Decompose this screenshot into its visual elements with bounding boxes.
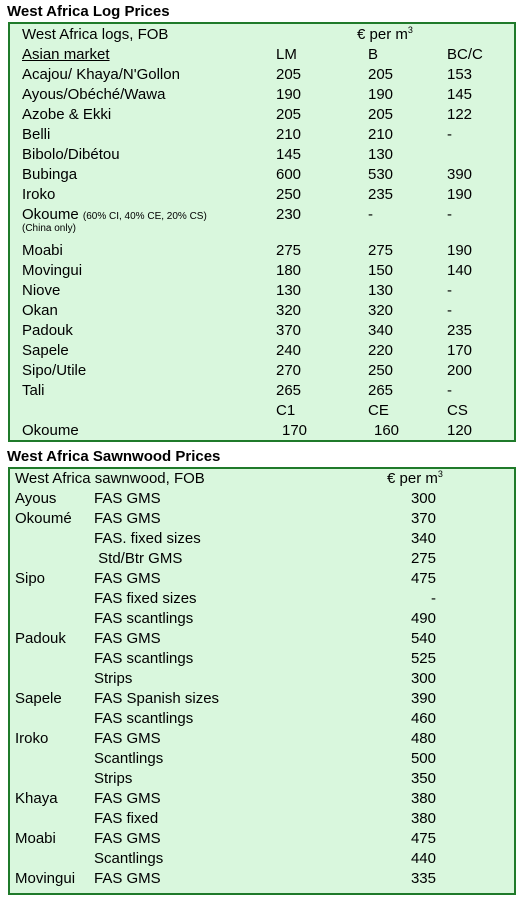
price-bc: 170 (447, 342, 473, 359)
sawn-grade: FAS scantlings (94, 650, 194, 667)
price-bc: - (447, 126, 452, 143)
log-row (10, 85, 514, 105)
price-bc: - (447, 302, 452, 319)
log-row (10, 125, 514, 145)
sawn-row (10, 869, 514, 889)
species-name: Sapele (22, 342, 69, 359)
species-name: Niove (22, 282, 61, 299)
log-row (10, 341, 514, 361)
species-name: Acajou/ Khaya/N'Gollon (22, 66, 180, 83)
price-b: 210 (368, 126, 394, 143)
sawn-price: 475 (410, 570, 436, 587)
sawn-price: 300 (410, 670, 436, 687)
price-lm: 145 (276, 146, 302, 163)
species-name: Tali (22, 382, 45, 399)
sawn-row (10, 649, 514, 669)
sawn-grade: FAS scantlings (94, 710, 194, 727)
grade-label-cs: CS (447, 402, 468, 419)
sawn-price: - (431, 590, 436, 607)
sawn-species: Sapele (15, 690, 62, 707)
price-b: 205 (368, 106, 394, 123)
sawn-price: 500 (410, 750, 436, 767)
asian-market-label: Asian market (22, 46, 110, 63)
log-row (10, 105, 514, 125)
sawn-row (10, 589, 514, 609)
species-name: Sipo/Utile (22, 362, 87, 379)
sawn-row (10, 509, 514, 529)
sawn-price: 490 (410, 610, 436, 627)
species-name: Belli (22, 126, 51, 143)
sawn-row (10, 529, 514, 549)
log-unit-label: € per $m^3$ (357, 25, 413, 43)
price-lm: 370 (276, 322, 302, 339)
sawn-row (10, 629, 514, 649)
log-row (10, 185, 514, 205)
sawn-price: 380 (410, 810, 436, 827)
price-bc: 190 (447, 242, 473, 259)
price-bc: 200 (447, 362, 473, 379)
sawn-price: 275 (410, 550, 436, 567)
okoume-grade-name: Okoume (22, 422, 79, 439)
price-lm: 205 (276, 66, 302, 83)
sawn-row (10, 769, 514, 789)
price-lm: 205 (276, 106, 302, 123)
sawn-price: 440 (410, 850, 436, 867)
sawn-price: 350 (410, 770, 436, 787)
log-row (10, 261, 514, 281)
species-name: Bibolo/Dibétou (22, 146, 120, 163)
sawn-price: 475 (410, 830, 436, 847)
sawn-species: Ayous (15, 490, 57, 507)
col-label-lm: LM (276, 46, 297, 63)
price-b: 265 (368, 382, 394, 399)
price-b: 340 (368, 322, 394, 339)
sawn-grade: FAS. fixed sizes (94, 530, 201, 547)
sawn-row (10, 809, 514, 829)
sawn-grade: FAS GMS (94, 630, 161, 647)
sawn-row (10, 709, 514, 729)
log-row (10, 165, 514, 185)
species-name: Azobe & Ekki (22, 106, 112, 123)
price-lm: 190 (276, 86, 302, 103)
sawn-grade: Strips (94, 670, 133, 687)
sawn-grade: FAS Spanish sizes (94, 690, 220, 707)
sawn-grade: FAS GMS (94, 830, 161, 847)
sawnwood-price-table (8, 467, 516, 895)
price-lm: 130 (276, 282, 302, 299)
log-header-row (10, 25, 514, 45)
species-name: Okan (22, 302, 58, 319)
log-row (10, 65, 514, 85)
sawn-grade: FAS GMS (94, 870, 161, 887)
sawn-species: Okoumé (15, 510, 72, 527)
okoume-lm: 230 (276, 206, 302, 223)
price-lm: 210 (276, 126, 302, 143)
price-lm: 270 (276, 362, 302, 379)
log-subheader-row (10, 45, 514, 65)
sawn-grade: Std/Btr GMS (94, 550, 183, 567)
sawn-row (10, 569, 514, 589)
price-bc: 235 (447, 322, 473, 339)
sawn-row (10, 829, 514, 849)
price-lm: 600 (276, 166, 302, 183)
species-name: Ayous/Obéché/Wawa (22, 86, 166, 103)
sawn-row (10, 669, 514, 689)
okoume-bc: - (447, 206, 452, 223)
sawn-grade: FAS fixed sizes (94, 590, 197, 607)
okoume-grade-row (10, 421, 514, 441)
sawn-grade: Scantlings (94, 850, 164, 867)
log-section-title: West Africa Log Prices (7, 3, 170, 20)
sawn-row (10, 689, 514, 709)
species-name: Iroko (22, 186, 56, 203)
price-lm: 265 (276, 382, 302, 399)
price-bc: 390 (447, 166, 473, 183)
grade-label-ce: CE (368, 402, 389, 419)
sawn-species: Sipo (15, 570, 46, 587)
sawn-grade: Scantlings (94, 750, 164, 767)
price-b: 190 (368, 86, 394, 103)
price-lm: 320 (276, 302, 302, 319)
log-header-label: West Africa logs, FOB (22, 26, 169, 43)
sawn-price: 370 (410, 510, 436, 527)
sawn-header-row (10, 469, 514, 489)
price-b: 250 (368, 362, 394, 379)
price-b: 220 (368, 342, 394, 359)
price-b: 275 (368, 242, 394, 259)
sawn-species: Iroko (15, 730, 49, 747)
okoume-ce: 160 (374, 422, 400, 439)
sawn-row (10, 729, 514, 749)
price-b: 130 (368, 282, 394, 299)
price-bc: 153 (447, 66, 473, 83)
species-name: Moabi (22, 242, 63, 259)
sawn-price: 380 (410, 790, 436, 807)
sawn-species: Moabi (15, 830, 56, 847)
log-row (10, 241, 514, 261)
log-row (10, 361, 514, 381)
sawn-price: 300 (410, 490, 436, 507)
price-b: 150 (368, 262, 394, 279)
okoume-note-china: (China only) (22, 223, 76, 234)
sawn-species: Khaya (15, 790, 58, 807)
grade-label-c1: C1 (276, 402, 296, 419)
price-b: 205 (368, 66, 394, 83)
log-row (10, 301, 514, 321)
price-b: 130 (368, 146, 394, 163)
price-lm: 275 (276, 242, 302, 259)
sawn-grade: FAS GMS (94, 570, 161, 587)
log-row (10, 281, 514, 301)
okoume-b: - (368, 206, 373, 223)
okoume-c1: 170 (282, 422, 308, 439)
price-bc: 190 (447, 186, 473, 203)
sawn-grade: Strips (94, 770, 133, 787)
okoume-name: Okoume (22, 206, 79, 223)
sawn-price: 390 (410, 690, 436, 707)
price-b: 320 (368, 302, 394, 319)
log-price-table (8, 22, 516, 442)
price-bc: - (447, 282, 452, 299)
okoume-log-row (10, 205, 514, 241)
sawn-price: 480 (410, 730, 436, 747)
price-b: 530 (368, 166, 394, 183)
sawn-grade: FAS GMS (94, 730, 161, 747)
species-name: Bubinga (22, 166, 78, 183)
price-lm: 250 (276, 186, 302, 203)
sawn-price: 340 (410, 530, 436, 547)
okoume-note: (60% CI, 40% CE, 20% CS) (82, 211, 207, 222)
sawn-species: Padouk (15, 630, 66, 647)
sawn-grade: FAS GMS (94, 490, 161, 507)
price-bc: 145 (447, 86, 473, 103)
log-row (10, 321, 514, 341)
sawn-row (10, 849, 514, 869)
sawn-species: Movingui (15, 870, 76, 887)
sawn-header-label: West Africa sawnwood, FOB (15, 470, 205, 487)
sawn-price: 460 (410, 710, 436, 727)
okoume-cs: 120 (447, 422, 473, 439)
sawn-price: 525 (410, 650, 436, 667)
sawn-row (10, 749, 514, 769)
species-name: Padouk (22, 322, 73, 339)
price-bc: - (447, 382, 452, 399)
price-b: 235 (368, 186, 394, 203)
sawn-price: 335 (410, 870, 436, 887)
sawn-grade: FAS fixed (94, 810, 159, 827)
col-label-b: B (368, 46, 379, 63)
price-lm: 180 (276, 262, 302, 279)
sawn-grade: FAS GMS (94, 510, 161, 527)
price-bc: 140 (447, 262, 473, 279)
sawn-row (10, 789, 514, 809)
log-row (10, 145, 514, 165)
sawn-row (10, 489, 514, 509)
grade-label-row (10, 401, 514, 421)
sawn-price: 540 (410, 630, 436, 647)
sawn-row (10, 549, 514, 569)
sawn-section-title: West Africa Sawnwood Prices (7, 448, 221, 465)
sawn-unit-label: € per $m^3$ (387, 469, 443, 487)
log-row (10, 381, 514, 401)
species-name: Movingui (22, 262, 83, 279)
col-label-bc: BC/C (447, 46, 483, 63)
sawn-grade: FAS GMS (94, 790, 161, 807)
sawn-grade: FAS scantlings (94, 610, 194, 627)
sawn-row (10, 609, 514, 629)
price-bc: 122 (447, 106, 473, 123)
price-lm: 240 (276, 342, 302, 359)
